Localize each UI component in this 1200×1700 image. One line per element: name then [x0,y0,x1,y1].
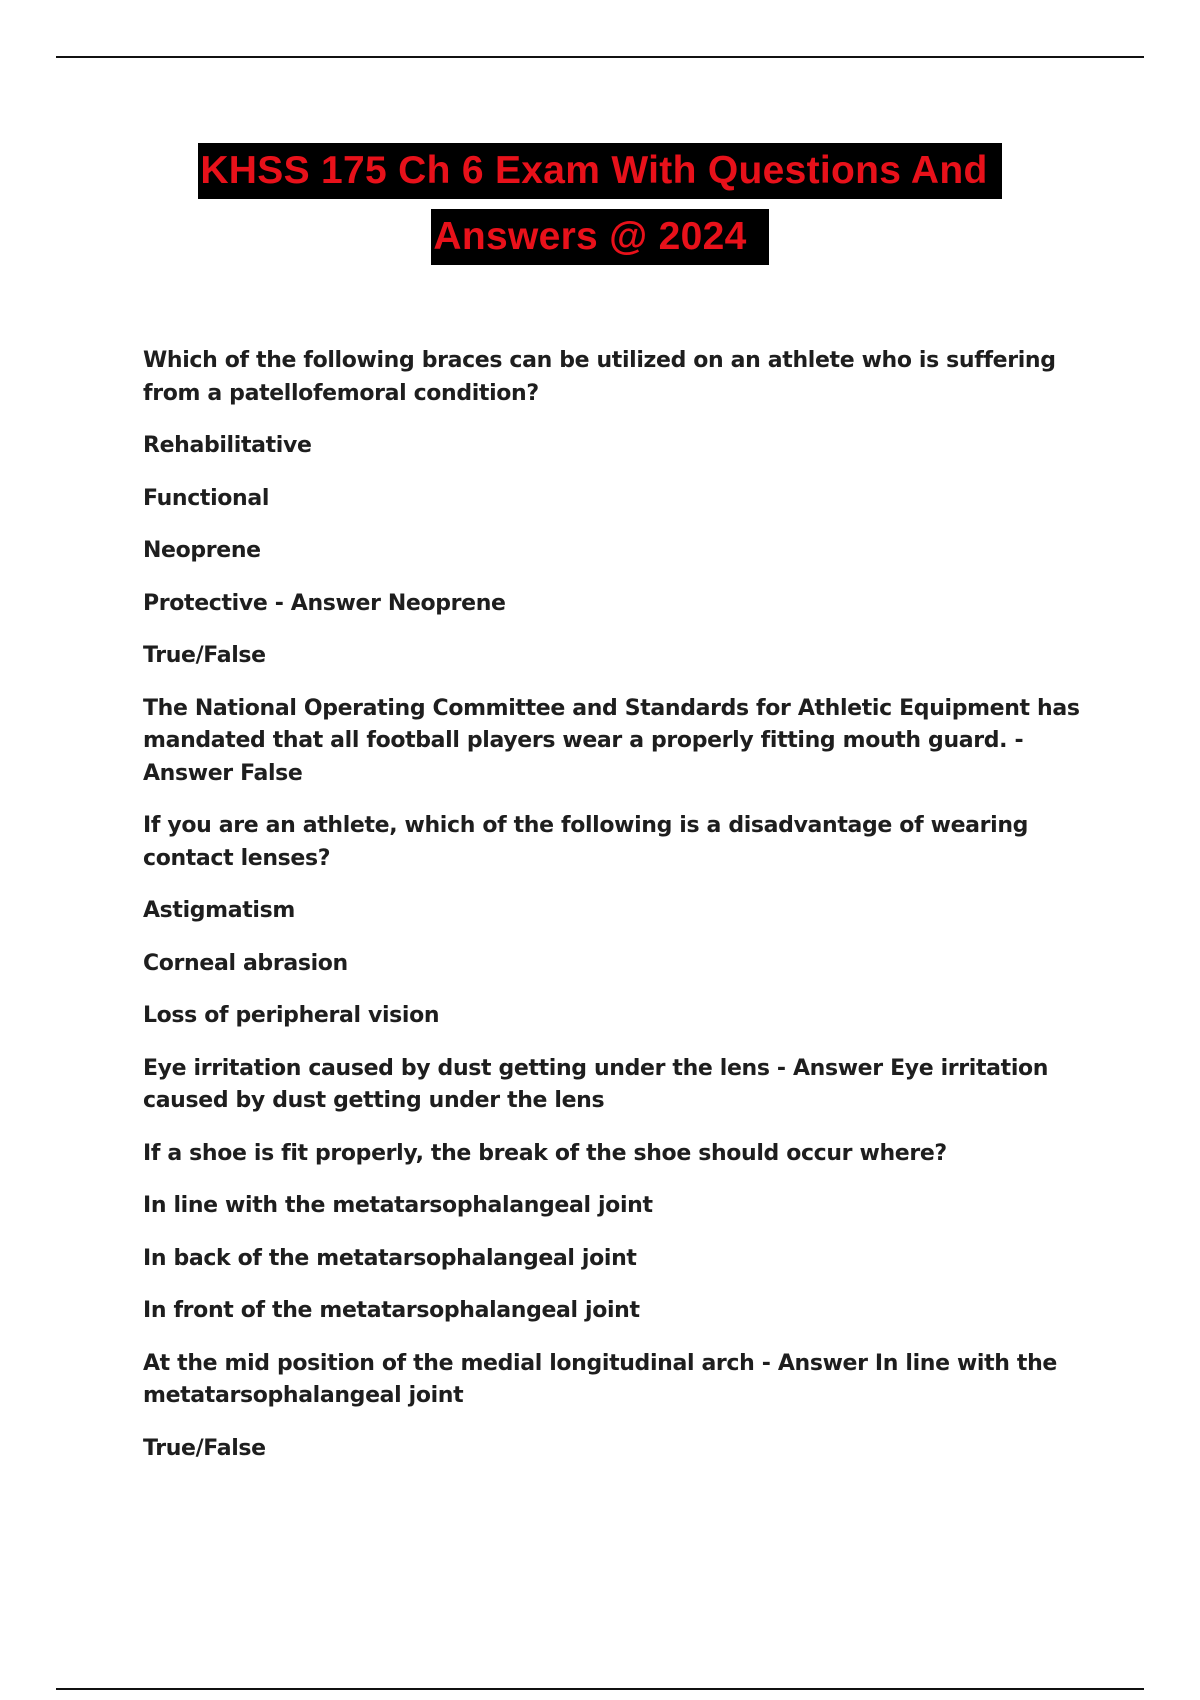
answer-option: Loss of peripheral vision [143,1003,440,1028]
question-text: If a shoe is fit properly, the break of the shoe should occur where? [143,1140,947,1166]
title-line-1: KHSS 175 Ch 6 Exam With Questions And [198,143,1001,199]
answer-option-with-answer: At the mid position of the medial longitudinal arch - Answer In line with the metatarsophalangeal joint [143,1350,1057,1408]
answer-option-with-answer: Protective - Answer Neoprene [143,590,506,616]
answer-option: In line with the metatarsophalangeal joint [143,1193,653,1218]
question-type-label: True/False [143,643,266,668]
answer-option: Astigmatism [143,898,295,923]
answer-option: Neoprene [143,538,261,563]
answer-option: In front of the metatarsophalangeal joint [143,1298,640,1323]
answer-option: Corneal abrasion [143,950,348,976]
answer-option: Rehabilitative [143,433,312,458]
title-line-2: Answers @ 2024 [431,209,768,265]
footer-rule [56,1688,1144,1690]
document-title [0,143,1200,265]
question-text-with-answer: The National Operating Committee and Standards for Athletic Equipment has mandated that all football players wear a properly fitting mouth guard. - Answer False [143,695,1080,786]
header-rule [56,56,1144,58]
document-body [143,345,1083,1485]
question-type-label: True/False [143,1435,266,1461]
answer-option-with-answer: Eye irritation caused by dust getting under the lens - Answer Eye irritation caused by dust getting under the lens [143,1055,1049,1113]
answer-option: In back of the metatarsophalangeal joint [143,1245,637,1271]
question-text: Which of the following braces can be utilized on an athlete who is suffering from a patellofemoral condition? [143,348,1056,406]
question-text: If you are an athlete, which of the following is a disadvantage of wearing contact lenses? [143,813,1029,871]
answer-option: Functional [143,485,270,511]
